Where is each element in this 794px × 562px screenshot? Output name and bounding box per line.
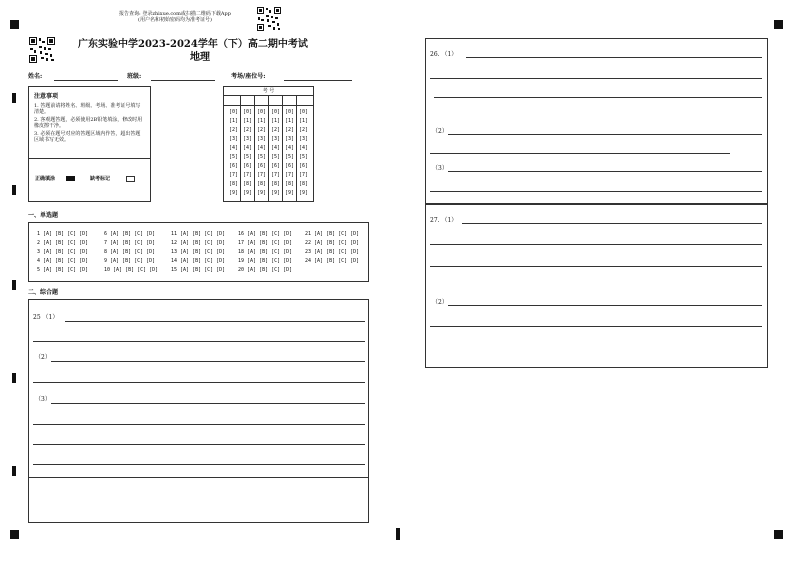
exam-digit-bubble[interactable]: [1] xyxy=(298,118,309,124)
q26-part3-label: （3） xyxy=(432,165,448,172)
exam-digit-bubble[interactable]: [7] xyxy=(256,172,267,178)
answer-line[interactable] xyxy=(33,424,365,425)
room-seat-label: 考场/座位号: xyxy=(231,73,266,80)
notes-title: 注意事项 xyxy=(34,93,59,100)
mc-question[interactable]: 3 [A] [B] [C] [D] xyxy=(37,249,89,255)
exam-digit-bubble[interactable]: [4] xyxy=(228,145,239,151)
exam-digit-bubble[interactable]: [1] xyxy=(228,118,239,124)
mc-question[interactable]: 22 [A] [B] [C] [D] xyxy=(305,240,360,246)
exam-digit-bubble[interactable]: [7] xyxy=(228,172,239,178)
corner-mark-top-right xyxy=(774,20,783,29)
mc-question[interactable]: 11 [A] [B] [C] [D] xyxy=(171,231,226,237)
exam-digit-bubble[interactable]: [3] xyxy=(256,136,267,142)
mc-question[interactable]: 23 [A] [B] [C] [D] xyxy=(305,249,360,255)
exam-digit-bubble[interactable]: [6] xyxy=(270,163,281,169)
mc-question[interactable]: 10 [A] [B] [C] [D] xyxy=(104,267,159,273)
mc-question[interactable]: 20 [A] [B] [C] [D] xyxy=(238,267,293,273)
exam-number-column xyxy=(283,108,296,198)
answer-line[interactable] xyxy=(462,223,762,224)
app-qr-code[interactable] xyxy=(256,6,282,32)
exam-digit-bubble[interactable]: [7] xyxy=(298,172,309,178)
exam-digit-bubble[interactable]: [3] xyxy=(298,136,309,142)
exam-digit-bubble[interactable]: [9] xyxy=(256,190,267,196)
grid-line xyxy=(296,95,297,201)
answer-line[interactable] xyxy=(33,382,365,383)
mc-row xyxy=(37,266,372,275)
exam-digit-bubble[interactable]: [1] xyxy=(242,118,253,124)
answer-line[interactable] xyxy=(448,134,762,135)
q26-answer-box[interactable] xyxy=(425,38,768,204)
mc-question[interactable]: 7 [A] [B] [C] [D] xyxy=(104,240,156,246)
exam-digit-bubble[interactable]: [5] xyxy=(242,154,253,160)
exam-digit-bubble[interactable]: [5] xyxy=(284,154,295,160)
exam-digit-bubble[interactable]: [9] xyxy=(228,190,239,196)
grid-line xyxy=(254,95,255,201)
exam-digit-bubble[interactable]: [9] xyxy=(270,190,281,196)
mc-question[interactable]: 15 [A] [B] [C] [D] xyxy=(171,267,226,273)
notes-box xyxy=(28,86,151,202)
answer-line[interactable] xyxy=(448,305,762,306)
exam-digit-bubble[interactable]: [6] xyxy=(228,163,239,169)
exam-digit-bubble[interactable]: [2] xyxy=(298,127,309,133)
exam-number-column xyxy=(297,108,310,198)
mc-question[interactable]: 2 [A] [B] [C] [D] xyxy=(37,240,89,246)
exam-digit-bubble[interactable]: [4] xyxy=(242,145,253,151)
exam-digit-bubble[interactable]: [3] xyxy=(270,136,281,142)
correct-fill-sample xyxy=(66,176,75,181)
mc-row xyxy=(37,239,372,248)
exam-digit-bubble[interactable]: [6] xyxy=(284,163,295,169)
exam-digit-bubble[interactable]: [3] xyxy=(242,136,253,142)
q25-part2-label: （2） xyxy=(35,354,51,361)
grid-line xyxy=(282,95,283,201)
exam-number-column xyxy=(255,108,268,198)
correct-fill-label: 正确填涂 xyxy=(35,176,56,182)
mc-question[interactable]: 4 [A] [B] [C] [D] xyxy=(37,258,89,264)
mc-question[interactable]: 18 [A] [B] [C] [D] xyxy=(238,249,293,255)
q27-answer-box[interactable] xyxy=(425,204,768,368)
answer-line[interactable] xyxy=(51,361,365,362)
notes-item: 1. 答题前请将姓名、班级、考场、准考证号填写清楚。 xyxy=(34,103,141,115)
exam-digit-bubble[interactable]: [4] xyxy=(298,145,309,151)
mc-question[interactable]: 1 [A] [B] [C] [D] xyxy=(37,231,89,237)
exam-digit-bubble[interactable]: [5] xyxy=(298,154,309,160)
q25-part1-label: 25 （1） xyxy=(33,314,59,321)
mc-question[interactable]: 5 [A] [B] [C] [D] xyxy=(37,267,89,273)
exam-number-grid xyxy=(223,86,314,202)
answer-line[interactable] xyxy=(434,97,762,98)
answer-line[interactable] xyxy=(65,321,365,322)
exam-digit-bubble[interactable]: [8] xyxy=(298,181,309,187)
comprehensive-section-title: 二、综合题 xyxy=(28,289,59,296)
answer-line[interactable] xyxy=(430,326,762,327)
exam-digit-bubble[interactable]: [9] xyxy=(242,190,253,196)
exam-digit-bubble[interactable]: [7] xyxy=(284,172,295,178)
corner-mark-bottom-right xyxy=(774,530,783,539)
name-field[interactable] xyxy=(54,80,118,81)
report-notice-line2: (用户名和初始密码均为准考证号) xyxy=(138,17,212,23)
report-notice-line1: 报告查询: 登录zhixue.com或扫描二维码下载App xyxy=(119,11,231,17)
report-notice xyxy=(100,11,250,23)
exam-digit-bubble[interactable]: [2] xyxy=(242,127,253,133)
notes-item: 3. 必须在题号对应的答题区域内作答，超出答题区域书写无效。 xyxy=(34,131,141,143)
exam-digit-bubble[interactable]: [0] xyxy=(298,109,309,115)
q25-answer-box[interactable] xyxy=(28,299,369,523)
name-label: 姓名: xyxy=(28,73,43,80)
exam-digit-bubble[interactable]: [2] xyxy=(270,127,281,133)
exam-digit-bubble[interactable]: [5] xyxy=(270,154,281,160)
q25-part3-label: （3） xyxy=(35,396,51,403)
exam-digit-bubble[interactable]: [7] xyxy=(242,172,253,178)
notes-list xyxy=(34,103,144,143)
exam-digit-bubble[interactable]: [1] xyxy=(270,118,281,124)
q26-part1-label: 26. （1） xyxy=(430,51,458,58)
notes-divider xyxy=(29,158,150,159)
exam-digit-bubble[interactable]: [6] xyxy=(256,163,267,169)
grid-line xyxy=(240,95,241,201)
exam-digit-bubble[interactable]: [2] xyxy=(284,127,295,133)
grid-line xyxy=(268,95,269,201)
answer-line[interactable] xyxy=(430,153,730,154)
exam-digit-bubble[interactable]: [6] xyxy=(298,163,309,169)
exam-digit-bubble[interactable]: [7] xyxy=(270,172,281,178)
answer-line[interactable] xyxy=(430,244,762,245)
exam-digit-bubble[interactable]: [1] xyxy=(284,118,295,124)
timing-mark xyxy=(396,528,400,540)
exam-digit-bubble[interactable]: [4] xyxy=(256,145,267,151)
mc-question[interactable]: 19 [A] [B] [C] [D] xyxy=(238,258,293,264)
class-label: 班级: xyxy=(127,73,142,80)
q27-part1-label: 27. （1） xyxy=(430,217,458,224)
mc-box xyxy=(28,222,369,282)
exam-digit-bubble[interactable]: [2] xyxy=(228,127,239,133)
answer-line[interactable] xyxy=(33,444,365,445)
exam-digit-bubble[interactable]: [3] xyxy=(284,136,295,142)
exam-digit-bubble[interactable]: [0] xyxy=(284,109,295,115)
answer-line[interactable] xyxy=(430,78,762,79)
mc-grid xyxy=(37,230,372,275)
exam-digit-bubble[interactable]: [0] xyxy=(256,109,267,115)
mc-question[interactable]: 24 [A] [B] [C] [D] xyxy=(305,258,360,264)
subject-title: 地理 xyxy=(190,52,210,63)
notes-item: 2. 客观题答题，必须使用2B铅笔填涂，修改时用橡皮擦干净。 xyxy=(34,117,143,129)
student-qr-code xyxy=(28,36,56,64)
mc-question[interactable]: 6 [A] [B] [C] [D] xyxy=(104,231,156,237)
timing-mark xyxy=(12,93,16,103)
exam-digit-bubble[interactable]: [1] xyxy=(256,118,267,124)
q27-part2-label: （2） xyxy=(432,299,448,306)
mc-question[interactable]: 17 [A] [B] [C] [D] xyxy=(238,240,293,246)
timing-mark xyxy=(12,185,16,195)
exam-number-label: 考 号 xyxy=(262,88,275,94)
exam-title: 广东实验中学2023-2024学年（下）高二期中考试 xyxy=(78,39,308,50)
exam-digit-bubble[interactable]: [4] xyxy=(284,145,295,151)
exam-digit-bubble[interactable]: [0] xyxy=(242,109,253,115)
mc-row xyxy=(37,257,372,266)
exam-digit-bubble[interactable]: [2] xyxy=(256,127,267,133)
mc-question[interactable]: 9 [A] [B] [C] [D] xyxy=(104,258,156,264)
mc-question[interactable]: 13 [A] [B] [C] [D] xyxy=(171,249,226,255)
answer-line[interactable] xyxy=(33,341,365,342)
exam-number-column xyxy=(241,108,254,198)
corner-mark-bottom-left xyxy=(10,530,19,539)
mc-question[interactable]: 8 [A] [B] [C] [D] xyxy=(104,249,156,255)
answer-line[interactable] xyxy=(430,191,762,192)
exam-number-column xyxy=(227,108,240,198)
answer-line[interactable] xyxy=(51,403,365,404)
answer-line[interactable] xyxy=(430,266,762,267)
mc-question[interactable] xyxy=(305,266,372,275)
exam-digit-bubble[interactable]: [5] xyxy=(228,154,239,160)
exam-digit-bubble[interactable]: [0] xyxy=(228,109,239,115)
corner-mark-top-left xyxy=(10,20,19,29)
answer-line[interactable] xyxy=(29,477,368,478)
exam-digit-bubble[interactable]: [6] xyxy=(242,163,253,169)
exam-digit-bubble[interactable]: [9] xyxy=(284,190,295,196)
exam-digit-bubble[interactable]: [0] xyxy=(270,109,281,115)
timing-mark xyxy=(12,373,16,383)
mc-question[interactable]: 16 [A] [B] [C] [D] xyxy=(238,231,293,237)
absent-mark-label: 缺考标记 xyxy=(90,176,111,182)
exam-digit-bubble[interactable]: [8] xyxy=(242,181,253,187)
mc-row xyxy=(37,230,372,239)
answer-line[interactable] xyxy=(466,57,762,58)
exam-digit-bubble[interactable]: [8] xyxy=(270,181,281,187)
mc-question[interactable]: 14 [A] [B] [C] [D] xyxy=(171,258,226,264)
absent-mark-box[interactable] xyxy=(126,176,135,182)
exam-digit-bubble[interactable]: [8] xyxy=(284,181,295,187)
exam-digit-bubble[interactable]: [8] xyxy=(228,181,239,187)
mc-section-title: 一、单选题 xyxy=(28,212,59,219)
exam-digit-bubble[interactable]: [4] xyxy=(270,145,281,151)
timing-mark xyxy=(12,280,16,290)
exam-digit-bubble[interactable]: [3] xyxy=(228,136,239,142)
mc-question[interactable]: 21 [A] [B] [C] [D] xyxy=(305,231,360,237)
room-seat-field[interactable] xyxy=(284,80,352,81)
timing-mark xyxy=(12,466,16,476)
exam-digit-bubble[interactable]: [5] xyxy=(256,154,267,160)
class-field[interactable] xyxy=(151,80,215,81)
exam-digit-bubble[interactable]: [8] xyxy=(256,181,267,187)
mc-row xyxy=(37,248,372,257)
q26-part2-label: （2） xyxy=(432,128,448,135)
exam-digit-bubble[interactable]: [9] xyxy=(298,190,309,196)
mc-question[interactable]: 12 [A] [B] [C] [D] xyxy=(171,240,226,246)
answer-line[interactable] xyxy=(448,171,762,172)
answer-line[interactable] xyxy=(33,464,365,465)
exam-number-column xyxy=(269,108,282,198)
